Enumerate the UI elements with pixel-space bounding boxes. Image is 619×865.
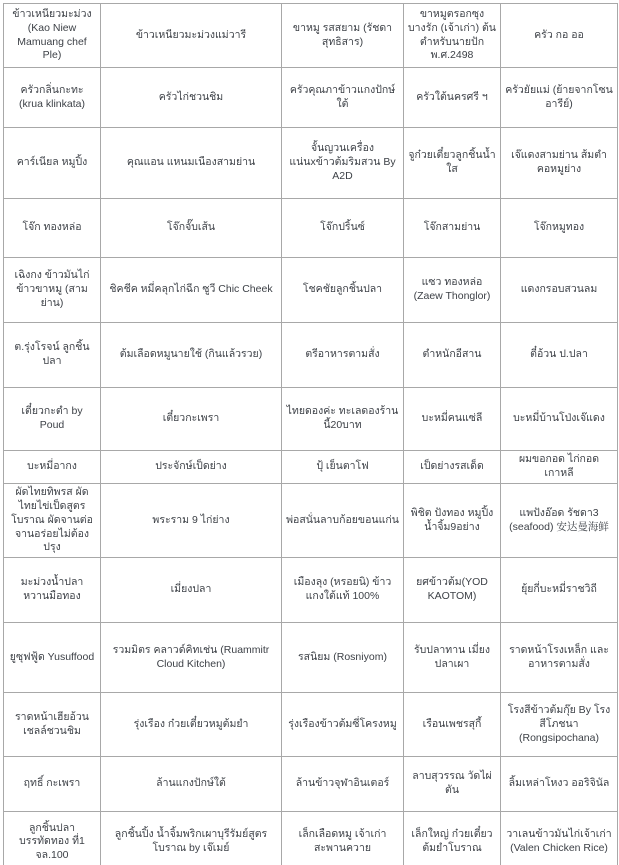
restaurant-name-cell: แดงกรอบสวนลม [501, 258, 618, 323]
table-row [4, 451, 618, 484]
restaurant-name-cell: ครัวไก่ชวนชิม [101, 68, 282, 128]
table-row [4, 812, 618, 865]
restaurant-name-cell: เล็กใหญ่ ก๋วยเตี๋ยวต้มยำโบราณ [404, 812, 501, 865]
restaurant-name-cell: แซว ทองหล่อ (Zaew Thonglor) [404, 258, 501, 323]
table-row [4, 4, 618, 68]
restaurant-name-cell: ชิคชีค หมี่คลุกไก่ฉีก ซูวี Chic Cheek [101, 258, 282, 323]
restaurant-name-cell: ยูซุฟฟู้ด Yusuffood [4, 623, 101, 693]
restaurant-name-cell: แพปังอ๊อด รัชดา3 (seafood) 安达曼海鲜 [501, 484, 618, 558]
restaurant-name-cell: ผัดไทยทิพรส ผัดไทยไข่เป็ดสูตรโบราณ ผัดจานต่อจานอร่อยไม่ต้องปรุง [4, 484, 101, 558]
restaurant-name-cell: มะม่วงน้ำปลาหวานมือทอง [4, 558, 101, 623]
restaurant-name-cell: เจ๊แดงสามย่าน ส้มตำ คอหมูย่าง [501, 128, 618, 199]
table-row [4, 323, 618, 388]
restaurant-name-cell: เป็ดย่างรสเด็ด [404, 451, 501, 484]
table-row [4, 388, 618, 451]
restaurant-name-cell: ลาบสุวรรณ วัดไผ่ตัน [404, 757, 501, 812]
restaurant-name-cell: ครัวยัยแม่ (ย้ายจากโซนอารีย์) [501, 68, 618, 128]
restaurant-name-cell: รุ่งเรือง ก๋วยเตี๋ยวหมูต้มยำ [101, 693, 282, 757]
restaurant-name-cell: บะหมี่บ้านโป่งเจ๊แดง [501, 388, 618, 451]
restaurant-name-cell: พ่อสนั่นลาบก้อยขอนแก่น [282, 484, 404, 558]
restaurant-name-cell: คุณแอน แหนมเนืองสามย่าน [101, 128, 282, 199]
restaurant-name-cell: ผมขอกอด ไก่กอดเกาหลี [501, 451, 618, 484]
restaurant-name-cell: ประจักษ์เป็ดย่าง [101, 451, 282, 484]
restaurant-name-cell: จั้นญวนเครื่องแน่นxข้าวต้มริมสวน By A2D [282, 128, 404, 199]
restaurant-name-cell: ยศข้าวต้ม(YOD KAOTOM) [404, 558, 501, 623]
restaurant-name-cell: ลิ้มเหล่าโหงว ออริจินัล [501, 757, 618, 812]
restaurant-name-cell: ตี๋อ้วน ป.ปลา [501, 323, 618, 388]
restaurant-name-cell: บะหมี่อากง [4, 451, 101, 484]
restaurant-table-body [4, 4, 618, 865]
restaurant-name-cell: คาร์เนียล หมูปิ้ง [4, 128, 101, 199]
restaurant-name-cell: เตี๋ยวกะตำ by Poud [4, 388, 101, 451]
table-row [4, 258, 618, 323]
restaurant-name-cell: รวมมิตร คลาวด์คิทเช่น (Ruammitr Cloud Kitchen) [101, 623, 282, 693]
restaurant-name-cell: โจ๊ก ทองหล่อ [4, 199, 101, 258]
restaurant-name-cell: โจ๊กจั๊บเส้น [101, 199, 282, 258]
table-row [4, 623, 618, 693]
restaurant-name-cell: เฉิงกง ข้าวมันไก่ ข้าวขาหมู (สามย่าน) [4, 258, 101, 323]
restaurant-name-cell: ตำหนักอีสาน [404, 323, 501, 388]
restaurant-name-cell: ครัวใต้นครศรี ฯ [404, 68, 501, 128]
restaurant-table [3, 3, 618, 865]
restaurant-name-cell: ลูกชิ้นปิ้ง น้ำจิ้มพริกเผาบุรีรัมย์สูตรโบราณ by เจ๊เมย์ [101, 812, 282, 865]
restaurant-name-cell: เมี่ยงปลา [101, 558, 282, 623]
restaurant-name-cell: ข้าวเหนียวมะม่วง (Kao Niew Mamuang chef Ple) [4, 4, 101, 68]
restaurant-name-cell: ครัว กอ ออ [501, 4, 618, 68]
table-row [4, 558, 618, 623]
restaurant-name-cell: ราดหน้าเฮียอ้วน เชลล์ชวนชิม [4, 693, 101, 757]
restaurant-name-cell: โรงสีข้าวต้มกุ๊ย By โรงสีโภชนา (Rongsipochana) [501, 693, 618, 757]
restaurant-name-cell: บะหมี่คนแซ่ลี [404, 388, 501, 451]
restaurant-name-cell: รุ่งเรืองข้าวต้มซี่โครงหมู [282, 693, 404, 757]
table-row [4, 693, 618, 757]
table-row [4, 757, 618, 812]
restaurant-name-cell: จูก๋วยเตี๋ยวลูกชิ้นน้ำใส [404, 128, 501, 199]
table-row [4, 199, 618, 258]
restaurant-name-cell: ตรีอาหารตามสั่ง [282, 323, 404, 388]
restaurant-name-cell: ลูกชิ้นปลาบรรทัดทอง ที่1 จล.100 [4, 812, 101, 865]
restaurant-name-cell: ขาหมู รสสยาม (รัชดา สุทธิสาร) [282, 4, 404, 68]
restaurant-name-cell: รสนิยม (Rosniyom) [282, 623, 404, 693]
restaurant-name-cell: ราดหน้าโรงเหล็ก และอาหารตามสั่ง [501, 623, 618, 693]
restaurant-name-cell: ขาหมูตรอกซุงบางรัก (เจ้าเก่า) ต้นตำหรับนายปัก พ.ศ.2498 [404, 4, 501, 68]
table-row [4, 68, 618, 128]
restaurant-name-cell: ปุ้ เย็นตาโฟ [282, 451, 404, 484]
restaurant-name-cell: เรือนเพชรสุกี้ [404, 693, 501, 757]
restaurant-name-cell: โจ๊กสามย่าน [404, 199, 501, 258]
restaurant-name-cell: พิชิต ปังทอง หมูปิ้งน้ำจิ้ม9อย่าง [404, 484, 501, 558]
restaurant-name-cell: เล็กเลือดหมู เจ้าเก่าสะพานควาย [282, 812, 404, 865]
restaurant-name-cell: ล้านข้าวจุฬาอินเตอร์ [282, 757, 404, 812]
restaurant-name-cell: ไทยดองค่ะ ทะเลดองร้านนี้20บาท [282, 388, 404, 451]
restaurant-name-cell: ล้านแกงปักษ์ใต้ [101, 757, 282, 812]
restaurant-name-cell: ข้าวเหนียวมะม่วงแม่วารี [101, 4, 282, 68]
table-row [4, 484, 618, 558]
restaurant-name-cell: โจ๊กปริ้นซ์ [282, 199, 404, 258]
table-row [4, 128, 618, 199]
restaurant-name-cell: วาเลนข้าวมันไก่เจ้าเก่า (Valen Chicken Rice) [501, 812, 618, 865]
restaurant-name-cell: รับปลาทาน เมี่ยงปลาเผา [404, 623, 501, 693]
restaurant-name-cell: เตี๋ยวกะเพรา [101, 388, 282, 451]
restaurant-name-cell: ครัวคุณภาข้าวแกงปักษ์ใต้ [282, 68, 404, 128]
restaurant-name-cell: ต.รุ่งโรจน์ ลูกชิ้นปลา [4, 323, 101, 388]
restaurant-name-cell: พระราม 9 ไก่ย่าง [101, 484, 282, 558]
restaurant-name-cell: ต้มเลือดหมูนายใช้ (กินแล้วรวย) [101, 323, 282, 388]
restaurant-name-cell: โชคชัยลูกชิ้นปลา [282, 258, 404, 323]
restaurant-name-cell: ยุ้ยกี่บะหมี่ราชวิถี [501, 558, 618, 623]
restaurant-name-cell: เมืองลุง (หรอยนิ) ข้าวแกงใต้แท้ 100% [282, 558, 404, 623]
restaurant-name-cell: โจ๊กหมูทอง [501, 199, 618, 258]
restaurant-name-cell: ฤทธิ์ กะเพรา [4, 757, 101, 812]
restaurant-name-cell: ครัวกลิ่นกะทะ (krua klinkata) [4, 68, 101, 128]
